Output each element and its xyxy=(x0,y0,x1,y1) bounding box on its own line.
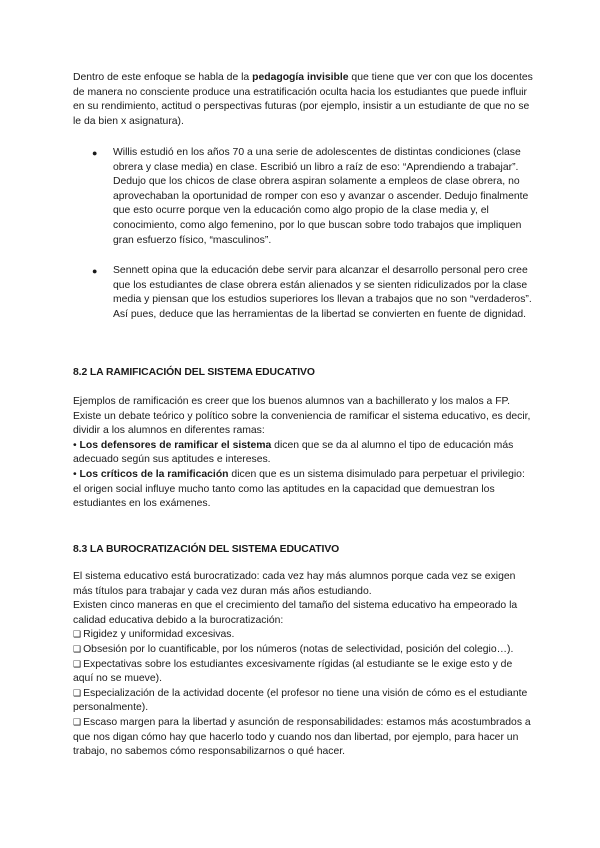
checklist-item xyxy=(73,716,535,760)
checklist-item-text: Rigidez y uniformidad excesivas. xyxy=(83,629,235,641)
bullet-icon: ● xyxy=(92,266,98,276)
point-1-bold: Los defensores de ramificar el sistema xyxy=(79,439,272,451)
checklist-item xyxy=(73,687,535,716)
intro-bold-term: pedagogía invisible xyxy=(252,72,349,83)
section-8-2-body xyxy=(73,395,535,512)
section-8-3-body xyxy=(73,570,535,760)
list-item xyxy=(90,264,535,322)
section-8-2-point-1 xyxy=(73,439,535,468)
checklist-item xyxy=(73,658,535,687)
bullet-list-2 xyxy=(90,264,535,322)
bullet-text-sennett: Sennett opina que la educación debe servir para alcanzar el desarrollo personal pero cree que los estudiantes de clase obrera están alienados y se sienten ridiculizados por la clase media y piensan que los estudios superiores los llevan a trabajos que no son “verdaderos”. Así pues, deduce que las herramientas de la libertad se convierten en fuente de dignidad. xyxy=(113,265,532,320)
point-1-text: dicen que se da al alumno el tipo de educación más adecuado según sus aptitudes e intereses. xyxy=(73,439,514,466)
intro-paragraph xyxy=(73,71,535,129)
point-bullet: • xyxy=(73,468,80,480)
intro-text-end: que tiene que ver con que los docentes de manera no consciente produce una estratificación oculta hacia los estudiantes que puede influir en su rendimiento, actitud o perspectivas futuras (por ejemplo, insistir a un estudiante de que no se le da bien x asignatura). xyxy=(73,72,533,127)
point-2-text: dicen que es un sistema disimulado para perpetuar el privilegio: el origen social influye mucho tanto como las aptitudes en la capacidad que demuestran los estudiantes en los exámenes. xyxy=(73,468,525,510)
section-heading-8-3: 8.3 LA BUROCRATIZACIÓN DEL SISTEMA EDUCATIVO xyxy=(73,544,340,555)
checkbox-square-icon: ❑ xyxy=(73,659,82,670)
bullet-icon: ● xyxy=(92,148,98,158)
point-bullet: • xyxy=(73,439,80,451)
checklist-item-text: Especialización de la actividad docente (el profesor no tiene una visión de cómo es el estudiante personalmente). xyxy=(73,687,528,714)
checklist-item-text: Expectativas sobre los estudiantes excesivamente rígidas (al estudiante se le exige esto y de aquí no se mueve). xyxy=(73,658,513,685)
bullet-list xyxy=(90,146,535,248)
section-8-3-para-1: El sistema educativo está burocratizado: cada vez hay más alumnos porque cada vez se exigen más títulos para trabajar y cada vez duran más años estudiando. xyxy=(73,571,516,597)
point-2-bold: Los críticos de la ramificación xyxy=(79,468,229,480)
section-8-2-intro: Ejemplos de ramificación es creer que los buenos alumnos van a bachillerato y los malos a FP. Existe un debate teórico y político sobre la conveniencia de ramificar el sistema educativo, es decir, dividir a los alumnos en diferentes ramas: xyxy=(73,396,531,437)
checkbox-square-icon: ❑ xyxy=(73,717,82,728)
list-item xyxy=(90,146,535,248)
checkbox-square-icon: ❑ xyxy=(73,630,82,641)
checklist-item-text: Escaso margen para la libertad y asunción de responsabilidades: estamos más acostumbrados a que nos digan cómo hay que hacerlo todo y cuando nos dan libertad, por ejemplo, para hacer un trabajo, no sabemos cómo responsabilizarnos o qué hacer. xyxy=(73,716,531,758)
checklist-item-text: Obsesión por lo cuantificable, por los números (notas de selectividad, posición del colegio…). xyxy=(83,643,514,655)
checklist-item xyxy=(73,628,535,643)
section-8-3-para-2: Existen cinco maneras en que el crecimiento del tamaño del sistema educativo ha empeorado la calidad educativa debido a la burocratización: xyxy=(73,600,518,626)
section-heading-8-2: 8.2 LA RAMIFICACIÓN DEL SISTEMA EDUCATIVO xyxy=(73,367,315,378)
bullet-text-willis: Willis estudió en los años 70 a una serie de adolescentes de distintas condiciones (clase obrera y clase media) en clase. Escribió un libro a raíz de eso: “Aprendiendo a trabajar”. Dedujo que los chicos de clase obrera aspiran solamente a empleos de clase obrera, no aprovechaban la oportunidad de romper con eso y avanzar o ascender. Dedujo finalmente que esto ocurre porque ven la educación como algo propio de la clase media y, el conocimiento, como algo femenino, por lo que buscan sobre todo trabajos que impliquen gran esfuerzo físico, “masculinos”. xyxy=(113,147,529,246)
section-8-2-point-2 xyxy=(73,468,535,512)
intro-text-start: Dentro de este enfoque se habla de la xyxy=(73,72,253,83)
checkbox-square-icon: ❑ xyxy=(73,688,82,699)
checkbox-square-icon: ❑ xyxy=(73,644,82,655)
checklist-item xyxy=(73,643,535,658)
